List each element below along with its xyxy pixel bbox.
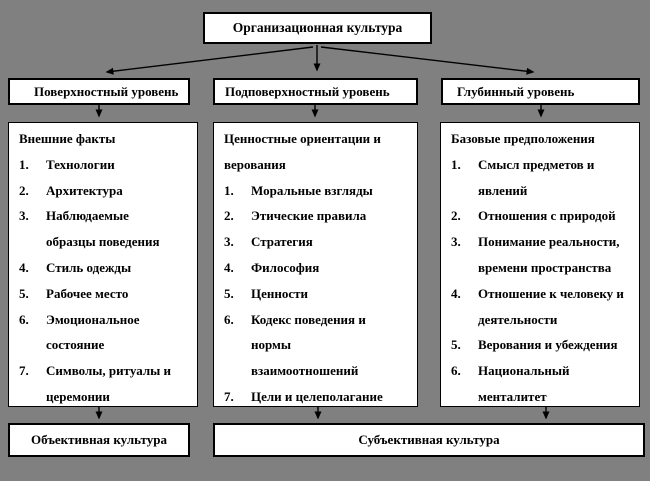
list-item-text: Эмоциональное состояние	[46, 311, 140, 353]
list-item-text: Рабочее место	[46, 285, 129, 301]
content-box-surface	[8, 122, 198, 407]
list-item-number: 6.	[224, 311, 234, 327]
content-header	[451, 126, 637, 152]
list-item	[19, 152, 195, 178]
content-box-subsurface	[213, 122, 418, 407]
list-item	[19, 281, 195, 307]
arrow-title-to-surface	[107, 47, 313, 72]
list-item-text: Кодекс поведения и нормы взаимоотношений	[251, 311, 366, 379]
list-item-number: 1.	[451, 156, 461, 172]
list-item	[19, 255, 195, 281]
list-item	[224, 255, 415, 281]
list-item-text: Стиль одежды	[46, 259, 132, 275]
list-item-text: Архитектура	[46, 182, 123, 198]
list-item-text: Этические правила	[251, 208, 367, 224]
list-item	[224, 203, 415, 229]
list-item-text: Национальный менталитет	[478, 363, 570, 404]
title-box	[203, 12, 432, 44]
list-item-number: 3.	[19, 208, 29, 224]
list-item-number: 5.	[224, 285, 234, 301]
list-item	[451, 281, 637, 333]
list-item-number: 7.	[19, 363, 29, 379]
list-item	[451, 152, 637, 204]
title-label: Организационная культура	[232, 20, 403, 35]
list-item	[224, 229, 415, 255]
list-item-number: 6.	[451, 363, 461, 379]
list-item-number: 2.	[224, 208, 234, 224]
level-box-deep	[441, 78, 640, 105]
bottom-label: Объективная культура	[31, 432, 167, 447]
list-item-number: 4.	[19, 259, 29, 275]
list-item-text: Символы, ритуалы и церемонии	[46, 363, 171, 404]
content-header	[19, 126, 195, 152]
header-line: Внешние факты	[19, 131, 116, 146]
list-item	[19, 178, 195, 204]
list-item-number: 1.	[224, 182, 234, 198]
list-item	[19, 203, 195, 255]
list-item-number: 5.	[19, 285, 29, 301]
list-item-text: Технологии	[46, 156, 115, 172]
content-header	[224, 126, 415, 178]
level-box-surface	[8, 78, 190, 105]
list-item-number: 7.	[224, 388, 234, 404]
list-item	[19, 358, 195, 407]
list-item	[451, 229, 637, 281]
level-label: Поверхностный уровень	[34, 83, 179, 99]
list-item	[19, 307, 195, 359]
list-item-text: Моральные взгляды	[251, 182, 373, 198]
list-item-number: 6.	[19, 311, 29, 327]
bottom-box-objective-culture	[8, 423, 190, 457]
list-item	[224, 384, 415, 407]
list-item-number: 4.	[224, 259, 234, 275]
list-item-text: Верования и убеждения	[478, 337, 618, 353]
arrow-title-to-deep	[321, 47, 533, 72]
header-line: Ценностные ориентации и	[224, 131, 381, 146]
list-item	[451, 203, 637, 229]
list-item-text: Смысл предметов и явлений	[478, 156, 595, 198]
list-item-number: 4.	[451, 285, 461, 301]
header-line: верования	[224, 156, 286, 172]
list-item-number: 5.	[451, 337, 461, 353]
level-box-subsurface	[213, 78, 418, 105]
bottom-label: Субъективная культура	[358, 432, 500, 447]
list-item-number: 1.	[19, 156, 29, 172]
bottom-box-subjective-culture	[213, 423, 645, 457]
list-item-number: 3.	[224, 234, 234, 250]
list-item-text: Отношения с природой	[478, 208, 616, 224]
list-item-text: Стратегия	[251, 234, 313, 250]
list-item	[224, 307, 415, 384]
list-item	[451, 332, 637, 358]
list-item	[224, 281, 415, 307]
list-item-text: Понимание реальности, времени пространства	[478, 234, 620, 275]
list-item-text: Наблюдаемые образцы поведения	[46, 208, 160, 250]
list-item-text: Отношение к человеку и деятельности	[478, 285, 624, 327]
level-label: Подповерхностный уровень	[225, 83, 390, 99]
list-item-number: 2.	[19, 182, 29, 198]
list-item-text: Философия	[251, 259, 320, 275]
list-item	[224, 178, 415, 204]
list-item-text: Ценности	[251, 285, 309, 301]
list-item	[451, 358, 637, 407]
content-box-deep	[440, 122, 640, 407]
list-item-number: 2.	[451, 208, 461, 224]
list-item-number: 3.	[451, 234, 461, 250]
level-label: Глубинный уровень	[457, 83, 575, 99]
list-item-text: Цели и целеполагание	[251, 388, 383, 404]
header-line: Базовые предположения	[451, 131, 595, 146]
